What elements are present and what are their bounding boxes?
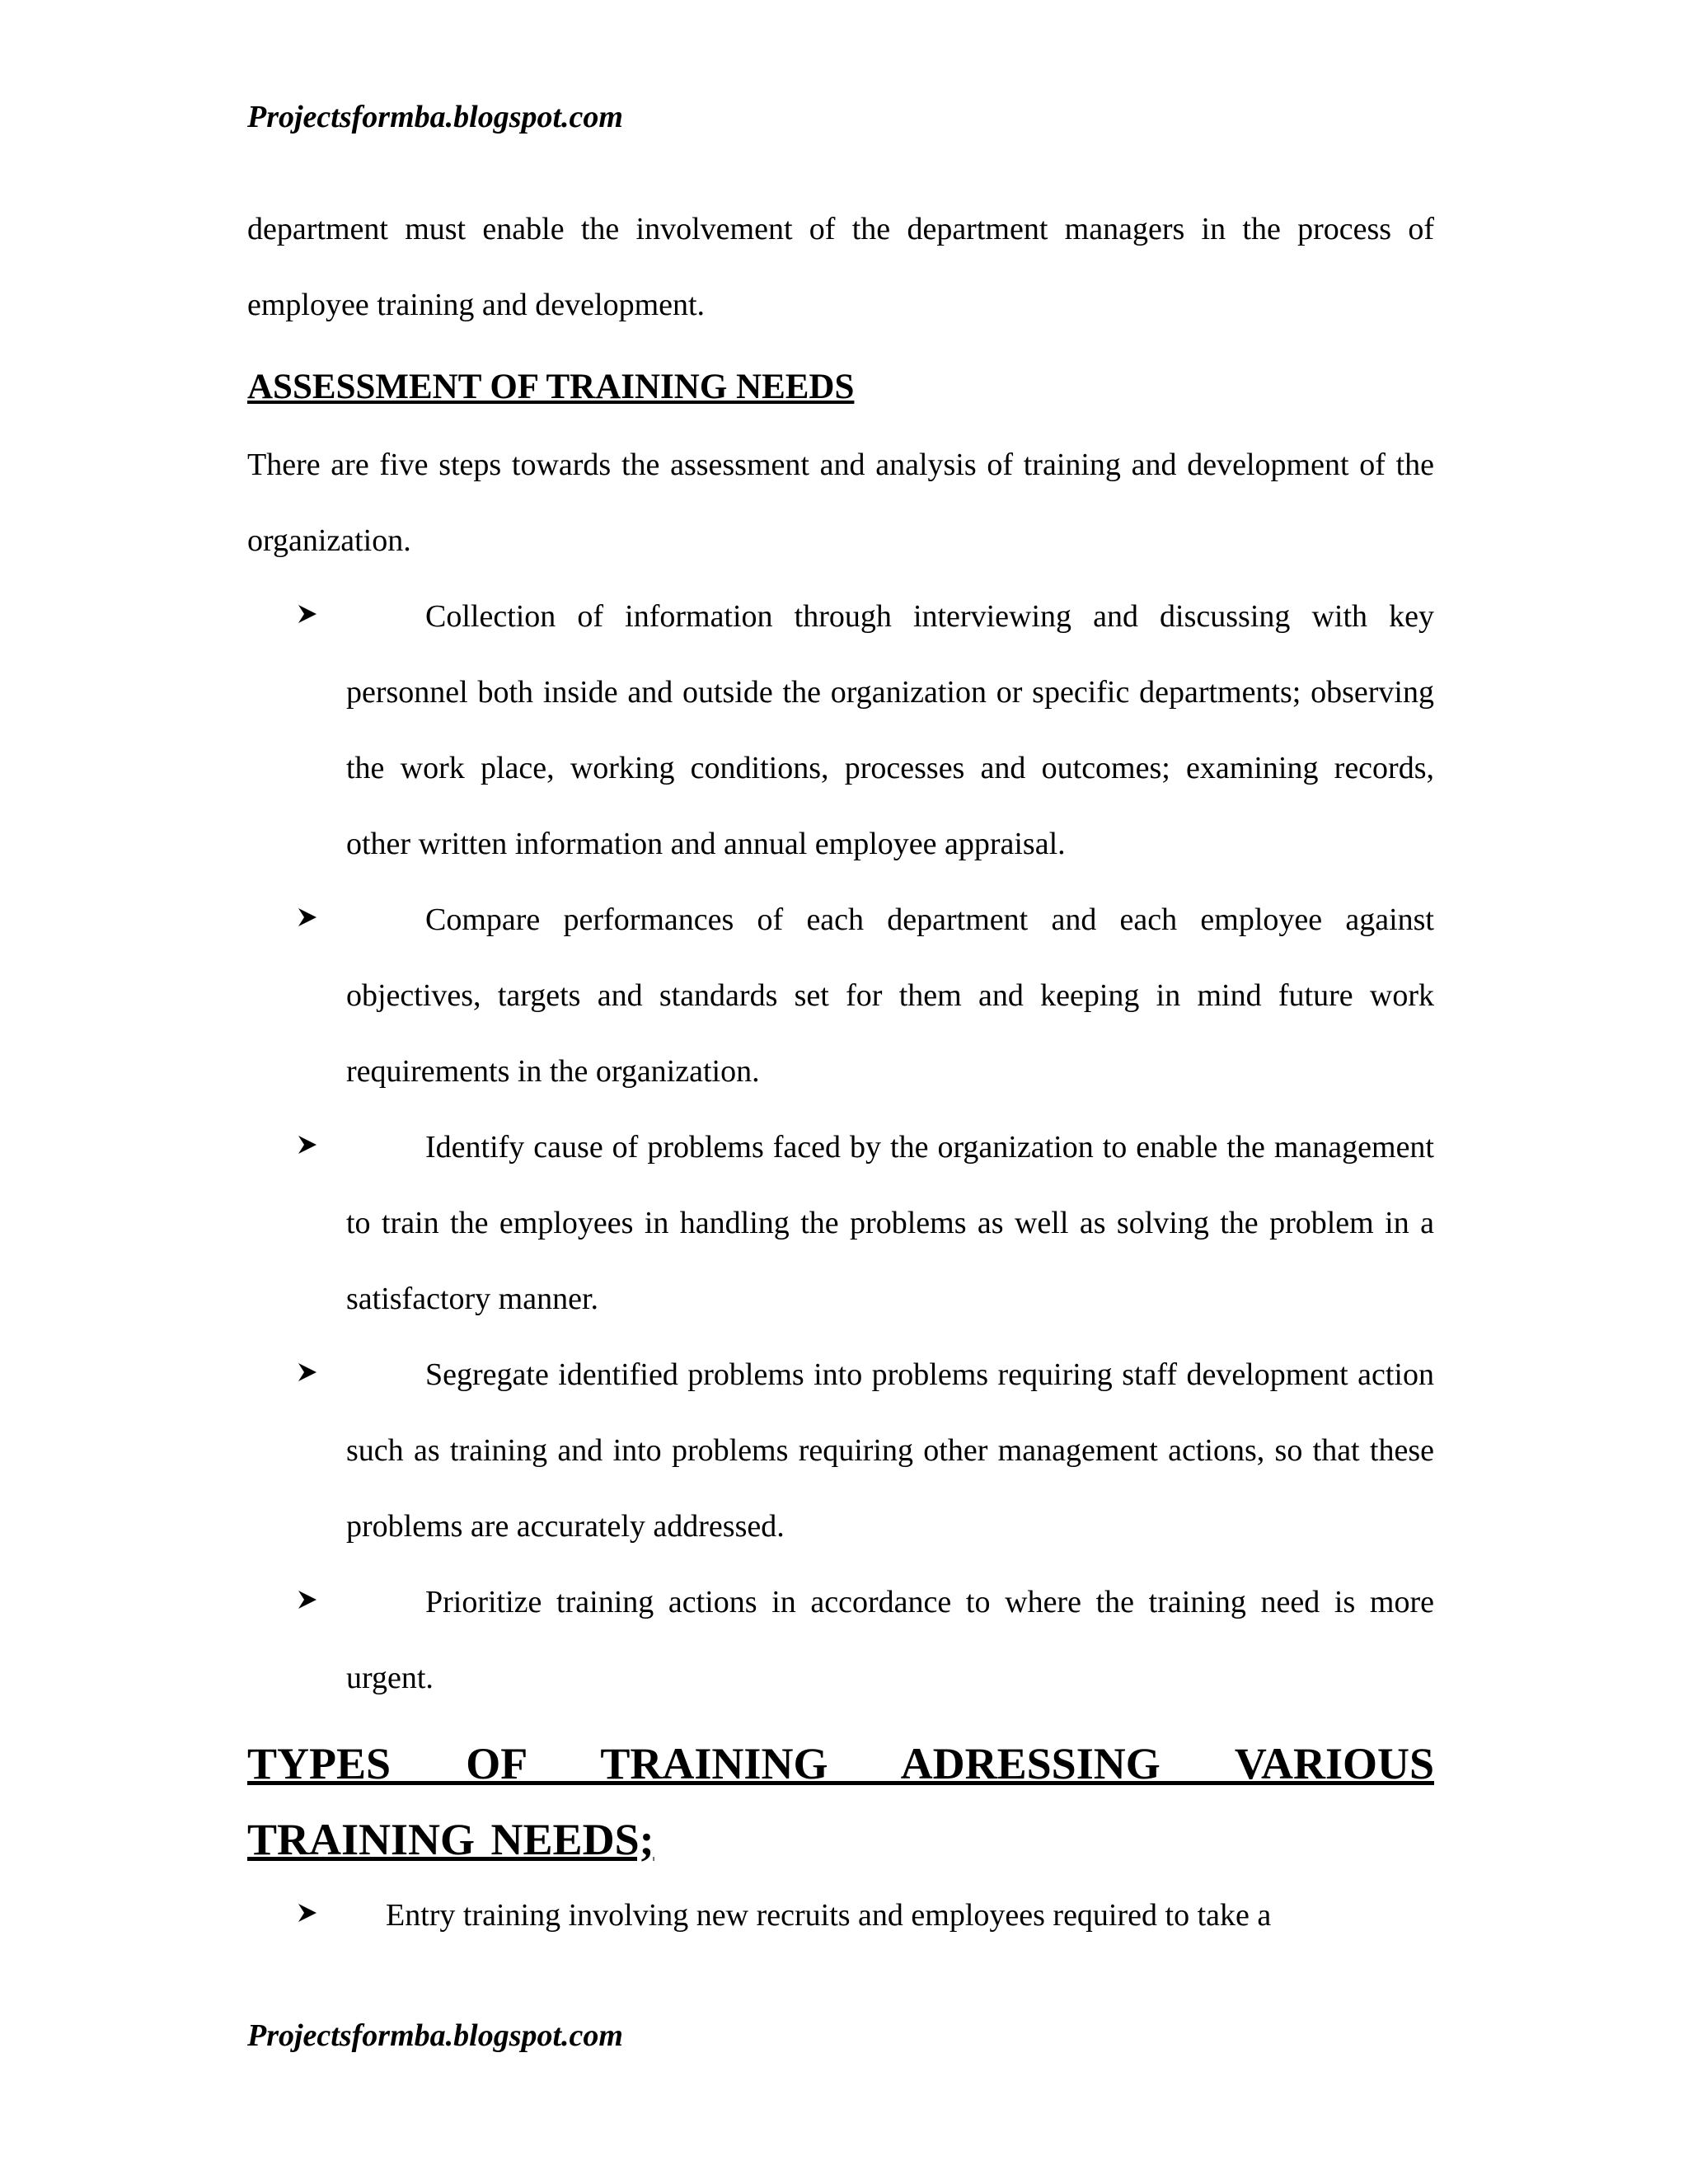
- list-item: [247, 579, 1434, 882]
- assessment-lead-paragraph: There are five steps towards the assessment and analysis of training and development of the organization.: [247, 448, 1434, 558]
- arrow-bullet-icon: [297, 579, 326, 654]
- list-item-text: Entry training involving new recruits and employees required to take a: [386, 1898, 1272, 1933]
- intro-paragraph: department must enable the involvement of the department managers in the process of employee training and development.: [247, 212, 1434, 322]
- page-header: Projectsformba.blogspot.com: [247, 100, 623, 134]
- arrow-bullet-icon: [297, 1877, 326, 1953]
- training-types-list: [247, 1877, 1434, 1953]
- list-item: [247, 1877, 1434, 1953]
- list-item-text: Segregate identified problems into problems requiring staff development action such as training and into problems requiring other management actions, so that these problems are accurately addressed.: [346, 1357, 1434, 1544]
- list-item-text: Prioritize training actions in accordance to where the training need is more urgent.: [346, 1585, 1434, 1695]
- page-body: [247, 191, 1434, 1953]
- arrow-bullet-icon: [297, 1337, 326, 1413]
- list-item: [247, 882, 1434, 1109]
- list-item-text: Compare performances of each department and each employee against objectives, targets and standards set for them and keeping in mind future work requirements in the organization.: [346, 902, 1434, 1089]
- section-heading-assessment: ASSESSMENT OF TRAINING NEEDS: [247, 368, 855, 406]
- arrow-bullet-icon: [297, 1564, 326, 1640]
- list-item: [247, 1109, 1434, 1337]
- list-item: [247, 1564, 1434, 1716]
- list-item: [247, 1337, 1434, 1564]
- arrow-bullet-icon: [297, 1109, 326, 1185]
- page-footer: Projectsformba.blogspot.com: [247, 2018, 623, 2053]
- arrow-bullet-icon: [297, 882, 326, 958]
- list-item-text: Identify cause of problems faced by the organization to enable the management to train the employees in handling the problems as well as solving the problem in a satisfactory manner.: [346, 1130, 1434, 1316]
- section-heading-training-types: TYPES OF TRAINING ADRESSING VARIOUS TRAINING NEEDS;: [247, 1739, 1434, 1864]
- assessment-steps-list: [247, 579, 1434, 1716]
- list-item-text: Collection of information through interviewing and discussing with key personnel both inside and outside the organization or specific departments; observing the work place, working conditions, processes and outcomes; examining records, other written information and annual employee appraisal.: [346, 599, 1434, 861]
